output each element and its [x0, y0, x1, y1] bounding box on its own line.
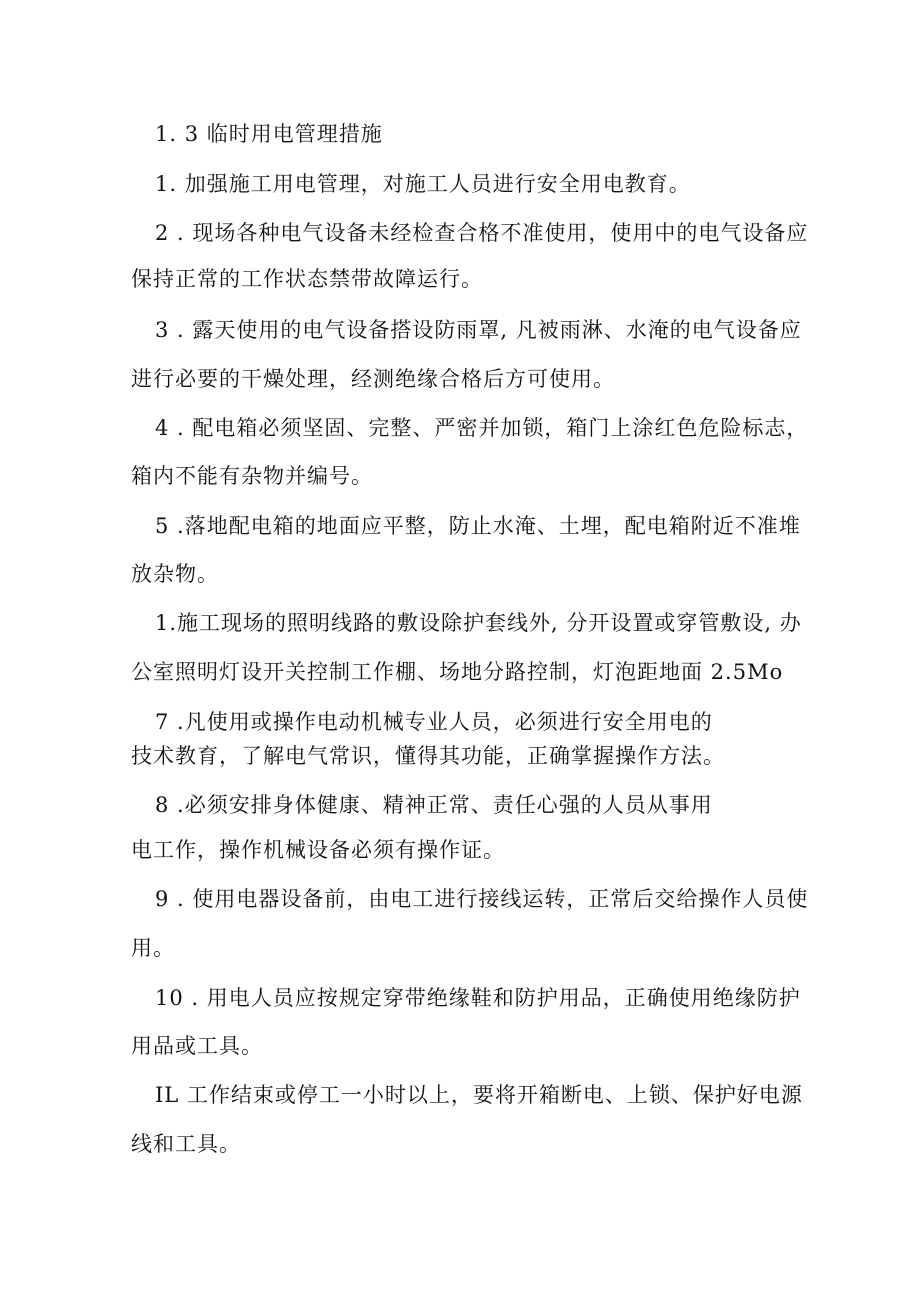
item-4-line-2: 箱内不能有杂物并编号。	[131, 464, 373, 488]
item-7-line-1: 7 .凡使用或操作电动机械专业人员，必须进行安全用电的	[155, 710, 713, 734]
item-6-line-2: 公室照明灯设开关控制工作棚、场地分路控制，灯泡距地面 2.5Mo	[131, 660, 784, 684]
item-3-line-1: 3 . 露天使用的电气设备搭设防雨罩, 凡被雨淋、水淹的电气设备应	[155, 318, 802, 342]
item-3-line-2: 进行必要的干燥处理，经测绝缘合格后方可使用。	[131, 367, 615, 391]
item-2-line-1: 2 . 现场各种电气设备未经检查合格不准使用，使用中的电气设备应	[155, 221, 809, 245]
item-5-line-2: 放杂物。	[131, 562, 219, 586]
item-9-line-1: 9 . 使用电器设备前，由电工进行接线运转，正常后交给操作人员使	[155, 887, 809, 911]
item-10-line-2: 用品或工具。	[131, 1034, 263, 1058]
item-9-line-2: 用。	[131, 936, 175, 960]
item-4-line-1: 4 . 配电箱必须坚固、完整、严密并加锁，箱门上涂红色危险标志，	[155, 416, 809, 440]
section-heading: 1. 3 临时用电管理措施	[155, 122, 383, 146]
item-8-line-2: 电工作，操作机械设备必须有操作证。	[131, 838, 505, 862]
item-10-line-1: 10 . 用电人员应按规定穿带绝缘鞋和防护用品，正确使用绝缘防护	[155, 986, 801, 1010]
item-7-line-2: 技术教育，了解电气常识，懂得其功能，正确掌握操作方法。	[131, 744, 725, 768]
item-11-line-1: IL 工作结束或停工一小时以上，要将开箱断电、上锁、保护好电源	[155, 1083, 803, 1107]
item-5-line-1: 5 .落地配电箱的地面应平整，防止水淹、土埋，配电箱附近不准堆	[155, 514, 801, 538]
item-2-line-2: 保持正常的工作状态禁带故障运行。	[131, 267, 483, 291]
item-1-line-1: 1. 加强施工用电管理，对施工人员进行安全用电教育。	[155, 172, 691, 196]
item-8-line-1: 8 .必须安排身体健康、精神正常、责任心强的人员从事用	[155, 793, 713, 817]
item-6-line-1: 1.施工现场的照明线路的敷设除护套线外, 分开设置或穿管敷设, 办	[155, 611, 802, 635]
item-11-line-2: 线和工具。	[131, 1132, 241, 1156]
